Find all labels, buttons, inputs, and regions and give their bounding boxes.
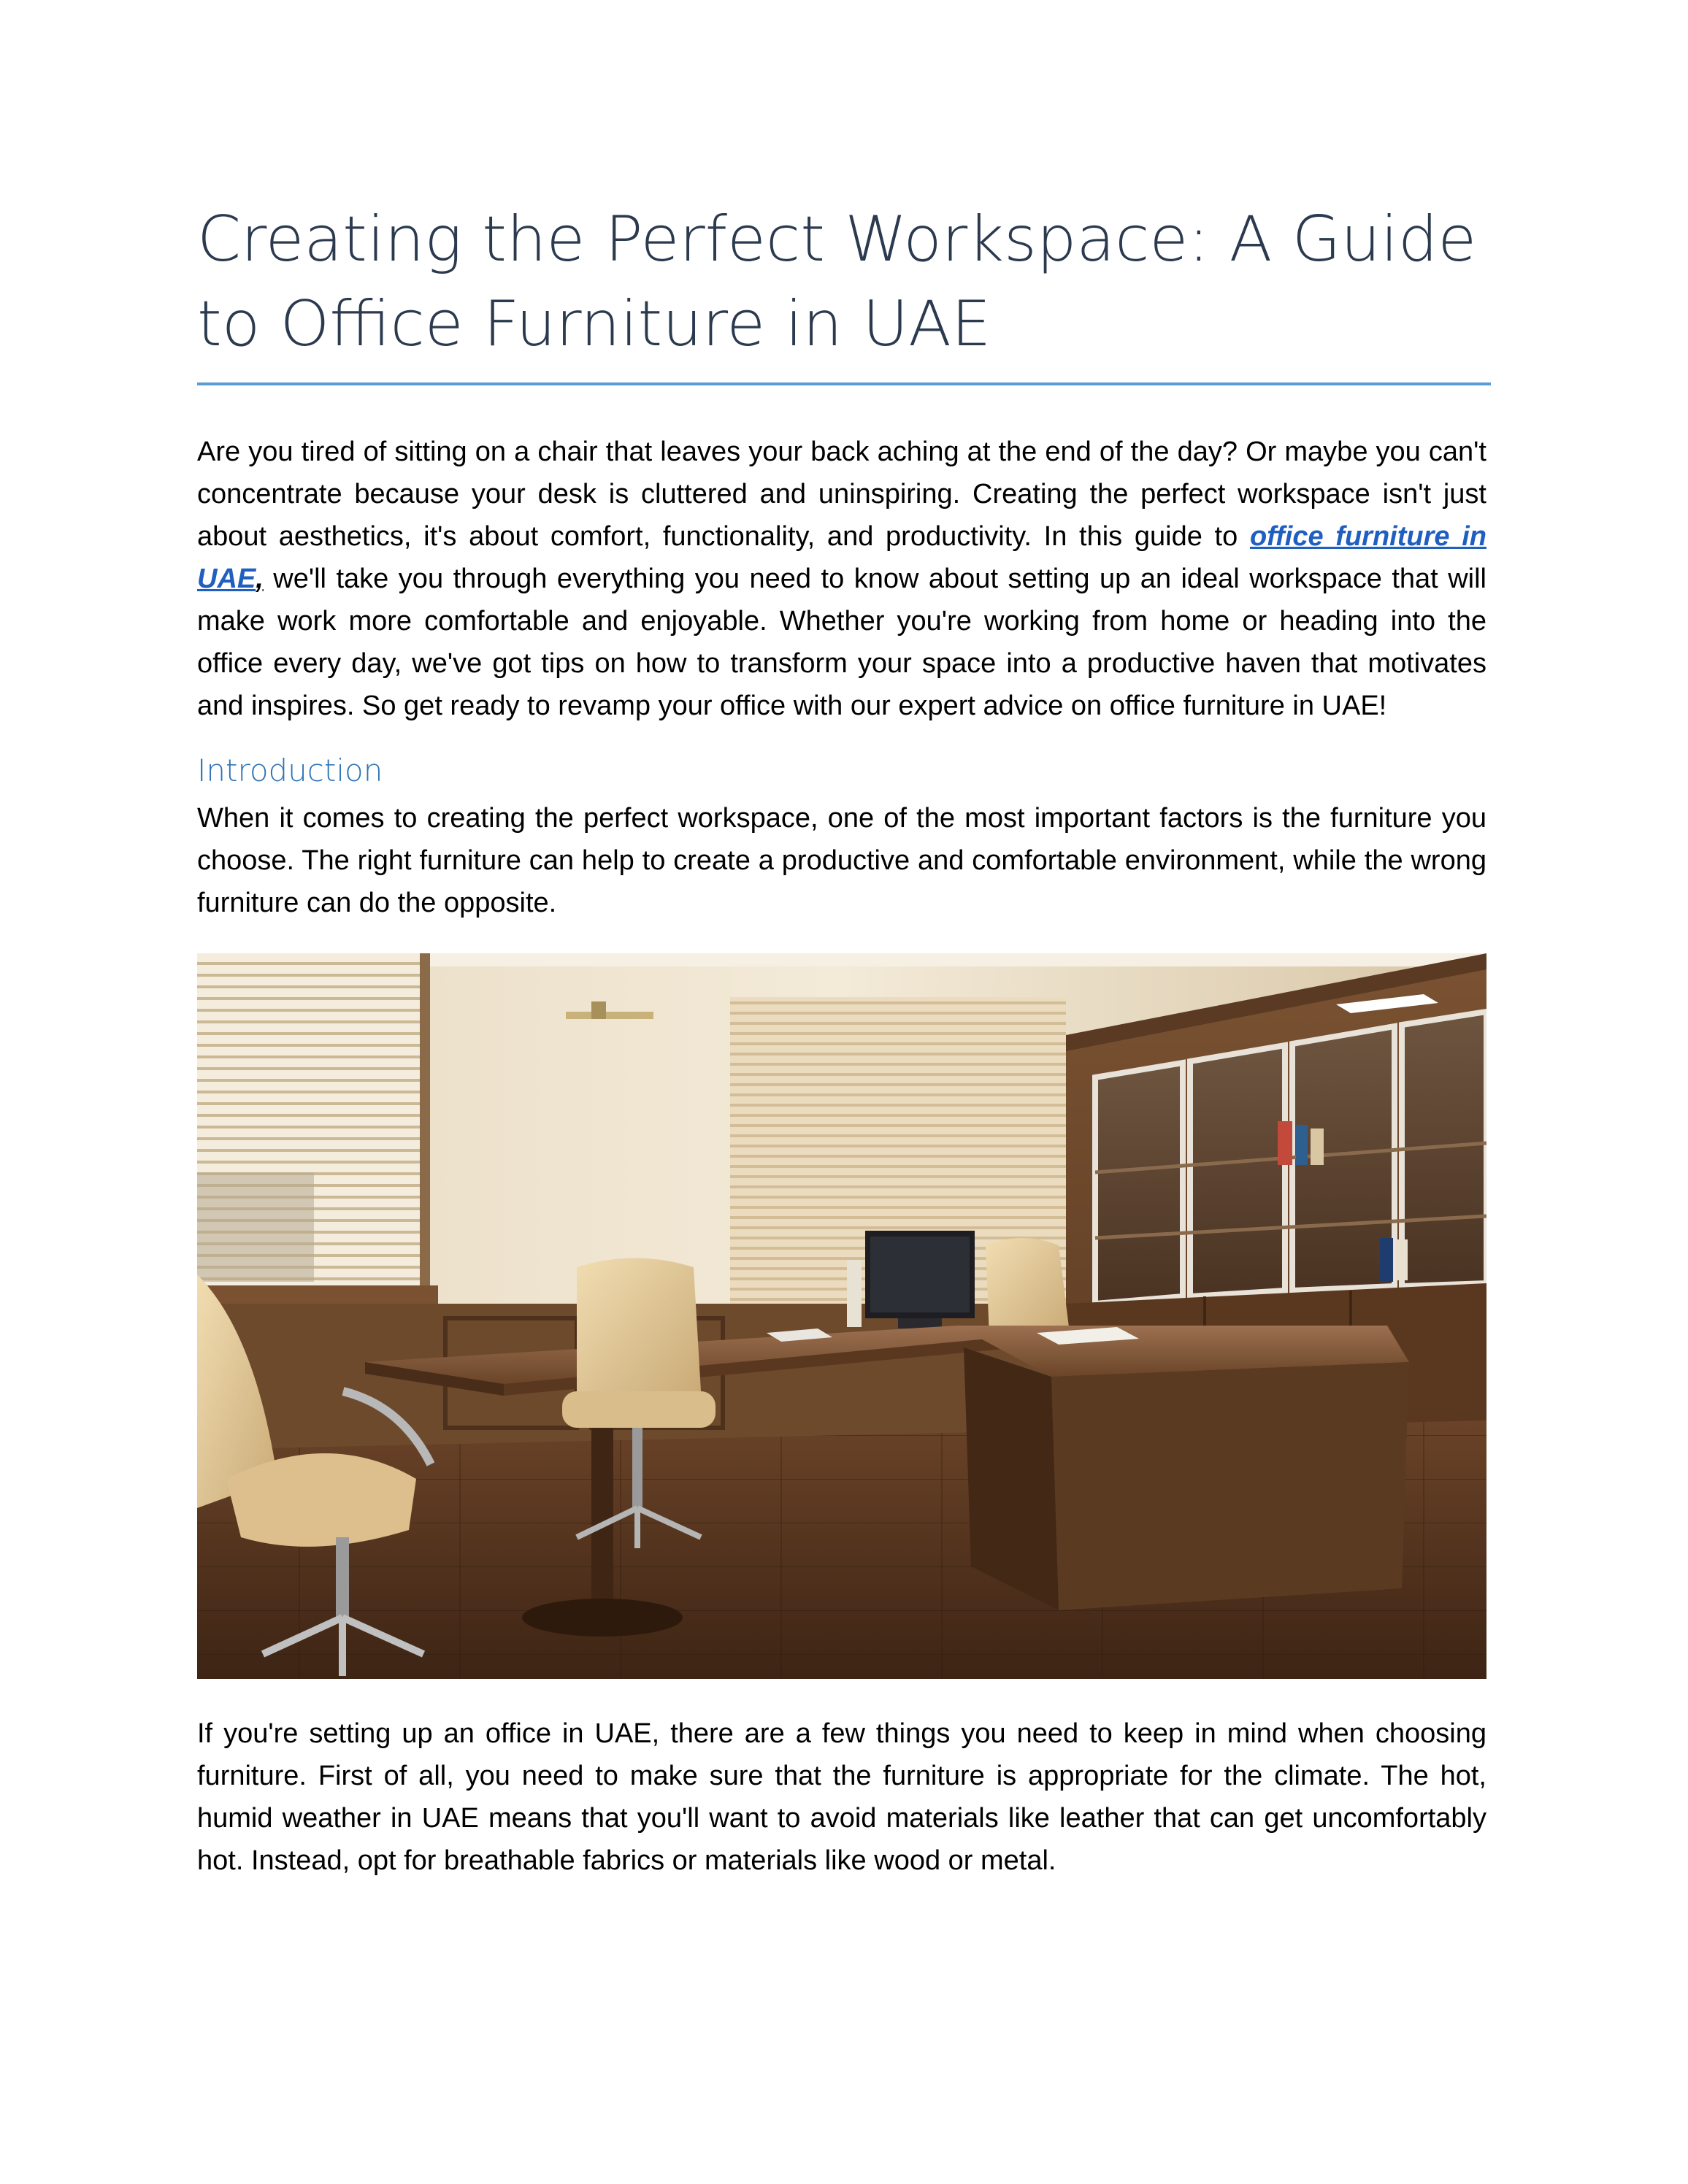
intro-paragraph: [197, 431, 1486, 727]
office-furniture-link[interactable]: office furniture in UAE: [197, 521, 1486, 594]
monitor: [847, 1231, 975, 1329]
page-title: Creating the Perfect Workspace: A Guide to Office Furniture in UAE: [197, 203, 1477, 361]
office-photo: [197, 953, 1486, 1679]
back-chair: [986, 1238, 1070, 1337]
section-paragraph: When it comes to creating the perfect workspace, one of the most important factors is the furniture you choose. The right furniture can help to create a productive and comfortable environment, while the wrong furniture can do the opposite.: [197, 803, 1486, 918]
section-heading: Introduction: [197, 753, 383, 788]
link-comma: ,: [256, 564, 264, 594]
intro-text-start: Are you tired of sitting on a chair that leaves your back aching at the end of the day? Or maybe you can't concentrate because your desk is cluttered and uninspiring. Creating the perfect workspace isn't just about aesthetics, it's about comfort, functionality, and productivity. In this guide to: [197, 437, 1486, 552]
intro-text-end: we'll take you through everything you need to know about setting up an ideal workspace that will make work more comfortable and enjoyable. Whether you're working from home or heading into the office every day, we've got tips on how to transform your space into a productive haven that motivates and inspires. So get ready to revamp your office with our expert advice on office furniture in UAE!: [197, 564, 1486, 721]
office-interior-illustration: [197, 953, 1486, 1679]
document-content: [197, 197, 1486, 1882]
closing-paragraph: If you're setting up an office in UAE, there are a few things you need to keep in mind when choosing furniture. First of all, you need to make sure that the furniture is appropriate for the climate. The hot, humid weather in UAE means that you'll want to avoid materials like leather that can get uncomfortably hot. Instead, opt for breathable fabrics or materials like wood or metal.: [197, 1718, 1486, 1876]
title-divider: [197, 382, 1491, 385]
